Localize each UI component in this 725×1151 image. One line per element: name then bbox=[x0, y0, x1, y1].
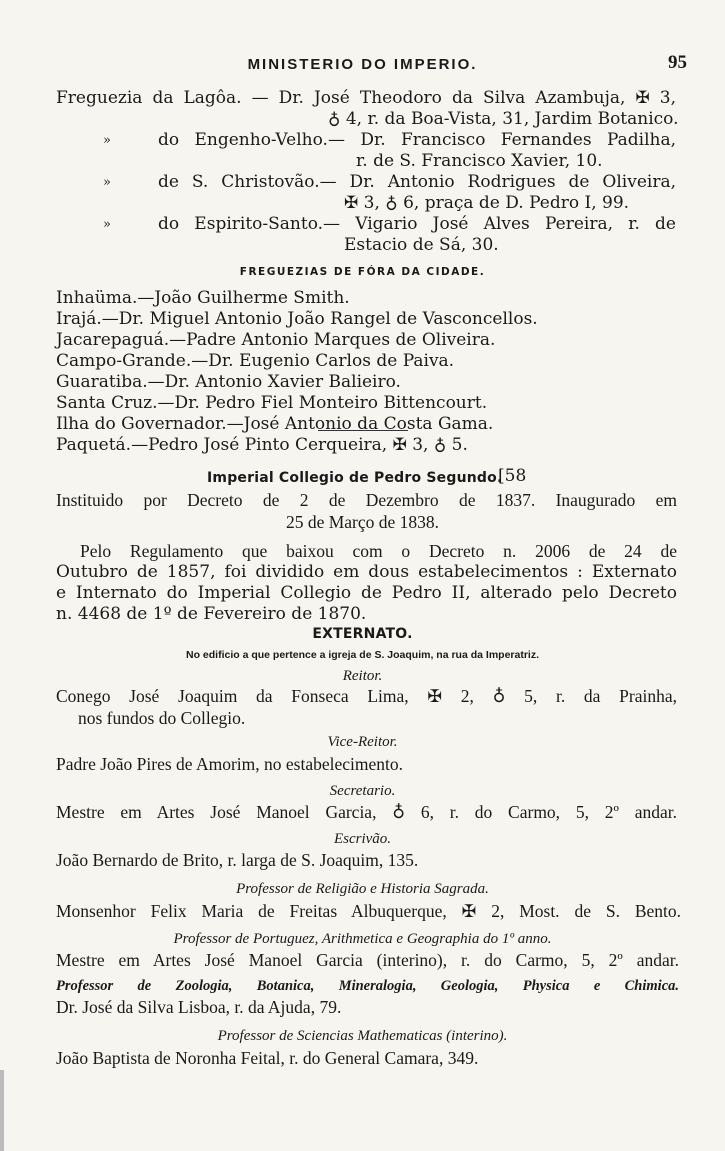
college-regulation-line3: e Internato do Imperial Collegio de Pedro II, alterado pelo Decreto bbox=[56, 583, 677, 603]
parish-engenho-line2: r. de S. Francisco Xavier, 10. bbox=[356, 151, 603, 171]
role-heading: Professor de Zoologia, Botanica, Mineralogia, Geologia, Physica e Chimica. bbox=[56, 978, 679, 994]
college-regulation-line4: n. 4468 de 1º de Fevereiro de 1870. bbox=[56, 604, 367, 624]
staff-entry-cont: nos fundos do Collegio. bbox=[78, 708, 246, 728]
outer-parish-item: Irajá.—Dr. Miguel Antonio João Rangel de Vasconcellos. bbox=[56, 309, 538, 329]
externato-title: EXTERNATO. bbox=[312, 626, 413, 642]
college-title: Imperial Collegio de Pedro Segundo. bbox=[207, 470, 503, 486]
parish-espirito-santo-line1: do Espirito-Santo.— Vigario José Alves Pereira, r. de bbox=[158, 214, 676, 234]
staff-entry: João Bernardo de Brito, r. larga de S. Joaquim, 135. bbox=[56, 850, 419, 870]
role-heading: Escrivão. bbox=[333, 831, 392, 847]
parish-engenho-line1: do Engenho-Velho.— Dr. Francisco Fernandes Padilha, bbox=[158, 130, 676, 150]
outer-parish-item: Campo-Grande.—Dr. Eugenio Carlos de Paiva. bbox=[56, 351, 455, 371]
section-divider bbox=[318, 430, 408, 431]
outer-parish-item: Inhaüma.—João Guilherme Smith. bbox=[56, 288, 350, 308]
role-heading: Secretario. bbox=[329, 783, 396, 799]
outer-parish-item: Ilha do Governador.—José Antonio da Costa Gama. bbox=[56, 414, 494, 434]
externato-location: No edificio a que pertence a igreja de S. Joaquim, na rua da Imperatriz. bbox=[185, 649, 540, 661]
staff-entry: Mestre em Artes José Manoel Garcia (interino), r. do Carmo, 5, 2º andar. bbox=[56, 950, 679, 970]
outer-parish-item: Guaratiba.—Dr. Antonio Xavier Balieiro. bbox=[56, 372, 401, 392]
staff-entry: Dr. José da Silva Lisboa, r. da Ajuda, 79. bbox=[56, 997, 342, 1017]
role-heading: Reitor. bbox=[342, 668, 383, 684]
staff-entry: Conego José Joaquim da Fonseca Lima, ✠ 2, ♁ 5, r. da Prainha, bbox=[56, 686, 677, 706]
ditto-mark: » bbox=[103, 175, 111, 190]
college-regulation-line1: Pelo Regulamento que baixou com o Decreto n. 2006 de 24 de bbox=[80, 541, 677, 561]
staff-entry: Mestre em Artes José Manoel Garcia, ♁ 6, r. do Carmo, 5, 2º andar. bbox=[56, 802, 677, 822]
college-founded-line2: 25 de Março de 1838. bbox=[285, 512, 440, 532]
college-regulation-line2: Outubro de 1857, foi dividido em dous estabelecimentos : Externato bbox=[56, 562, 677, 582]
staff-entry: João Baptista de Noronha Feital, r. do General Camara, 349. bbox=[56, 1048, 479, 1068]
role-heading: Vice-Reitor. bbox=[327, 734, 398, 750]
outer-parish-item: Paquetá.—Pedro José Pinto Cerqueira, ✠ 3, ♁ 5. bbox=[56, 435, 468, 455]
outer-parish-item: Santa Cruz.—Dr. Pedro Fiel Monteiro Bittencourt. bbox=[56, 393, 488, 413]
college-founded-line1: Instituido por Decreto de 2 de Dezembro de 1837. Inaugurado em bbox=[56, 490, 677, 510]
parish-christovao-line2: ✠ 3, ♁ 6, praça de D. Pedro I, 99. bbox=[344, 193, 630, 213]
ditto-mark: » bbox=[103, 217, 111, 232]
parish-christovao-line1: de S. Christovão.— Dr. Antonio Rodrigues de Oliveira, bbox=[158, 172, 676, 192]
page-edge-shadow bbox=[0, 1070, 4, 1151]
parish-espirito-santo-line2: Estacio de Sá, 30. bbox=[344, 235, 499, 255]
outer-parishes-heading: FREGUEZIAS DE FÓRA DA CIDADE. bbox=[239, 266, 486, 278]
role-heading: Professor de Portuguez, Arithmetica e Geographia do 1º anno. bbox=[173, 931, 552, 947]
role-heading: Professor de Sciencias Mathematicas (interino). bbox=[217, 1028, 508, 1044]
page-number: 95 bbox=[668, 52, 687, 73]
staff-entry: Monsenhor Felix Maria de Freitas Albuquerque, ✠ 2, Most. de S. Bento. bbox=[56, 901, 681, 921]
running-header: MINISTERIO DO IMPERIO. bbox=[247, 56, 478, 73]
parish-lagoa-line1: Freguezia da Lagôa. — Dr. José Theodoro da Silva Azambuja, ✠ 3, bbox=[56, 88, 676, 108]
college-note: [58 bbox=[498, 466, 527, 486]
ditto-mark: » bbox=[103, 133, 111, 148]
outer-parish-item: Jacarepaguá.—Padre Antonio Marques de Oliveira. bbox=[56, 330, 496, 350]
parish-lagoa-line2: ♁ 4, r. da Boa-Vista, 31, Jardim Botanico. bbox=[328, 109, 679, 129]
role-heading: Professor de Religião e Historia Sagrada. bbox=[236, 881, 489, 897]
staff-entry: Padre João Pires de Amorim, no estabelecimento. bbox=[56, 754, 404, 774]
